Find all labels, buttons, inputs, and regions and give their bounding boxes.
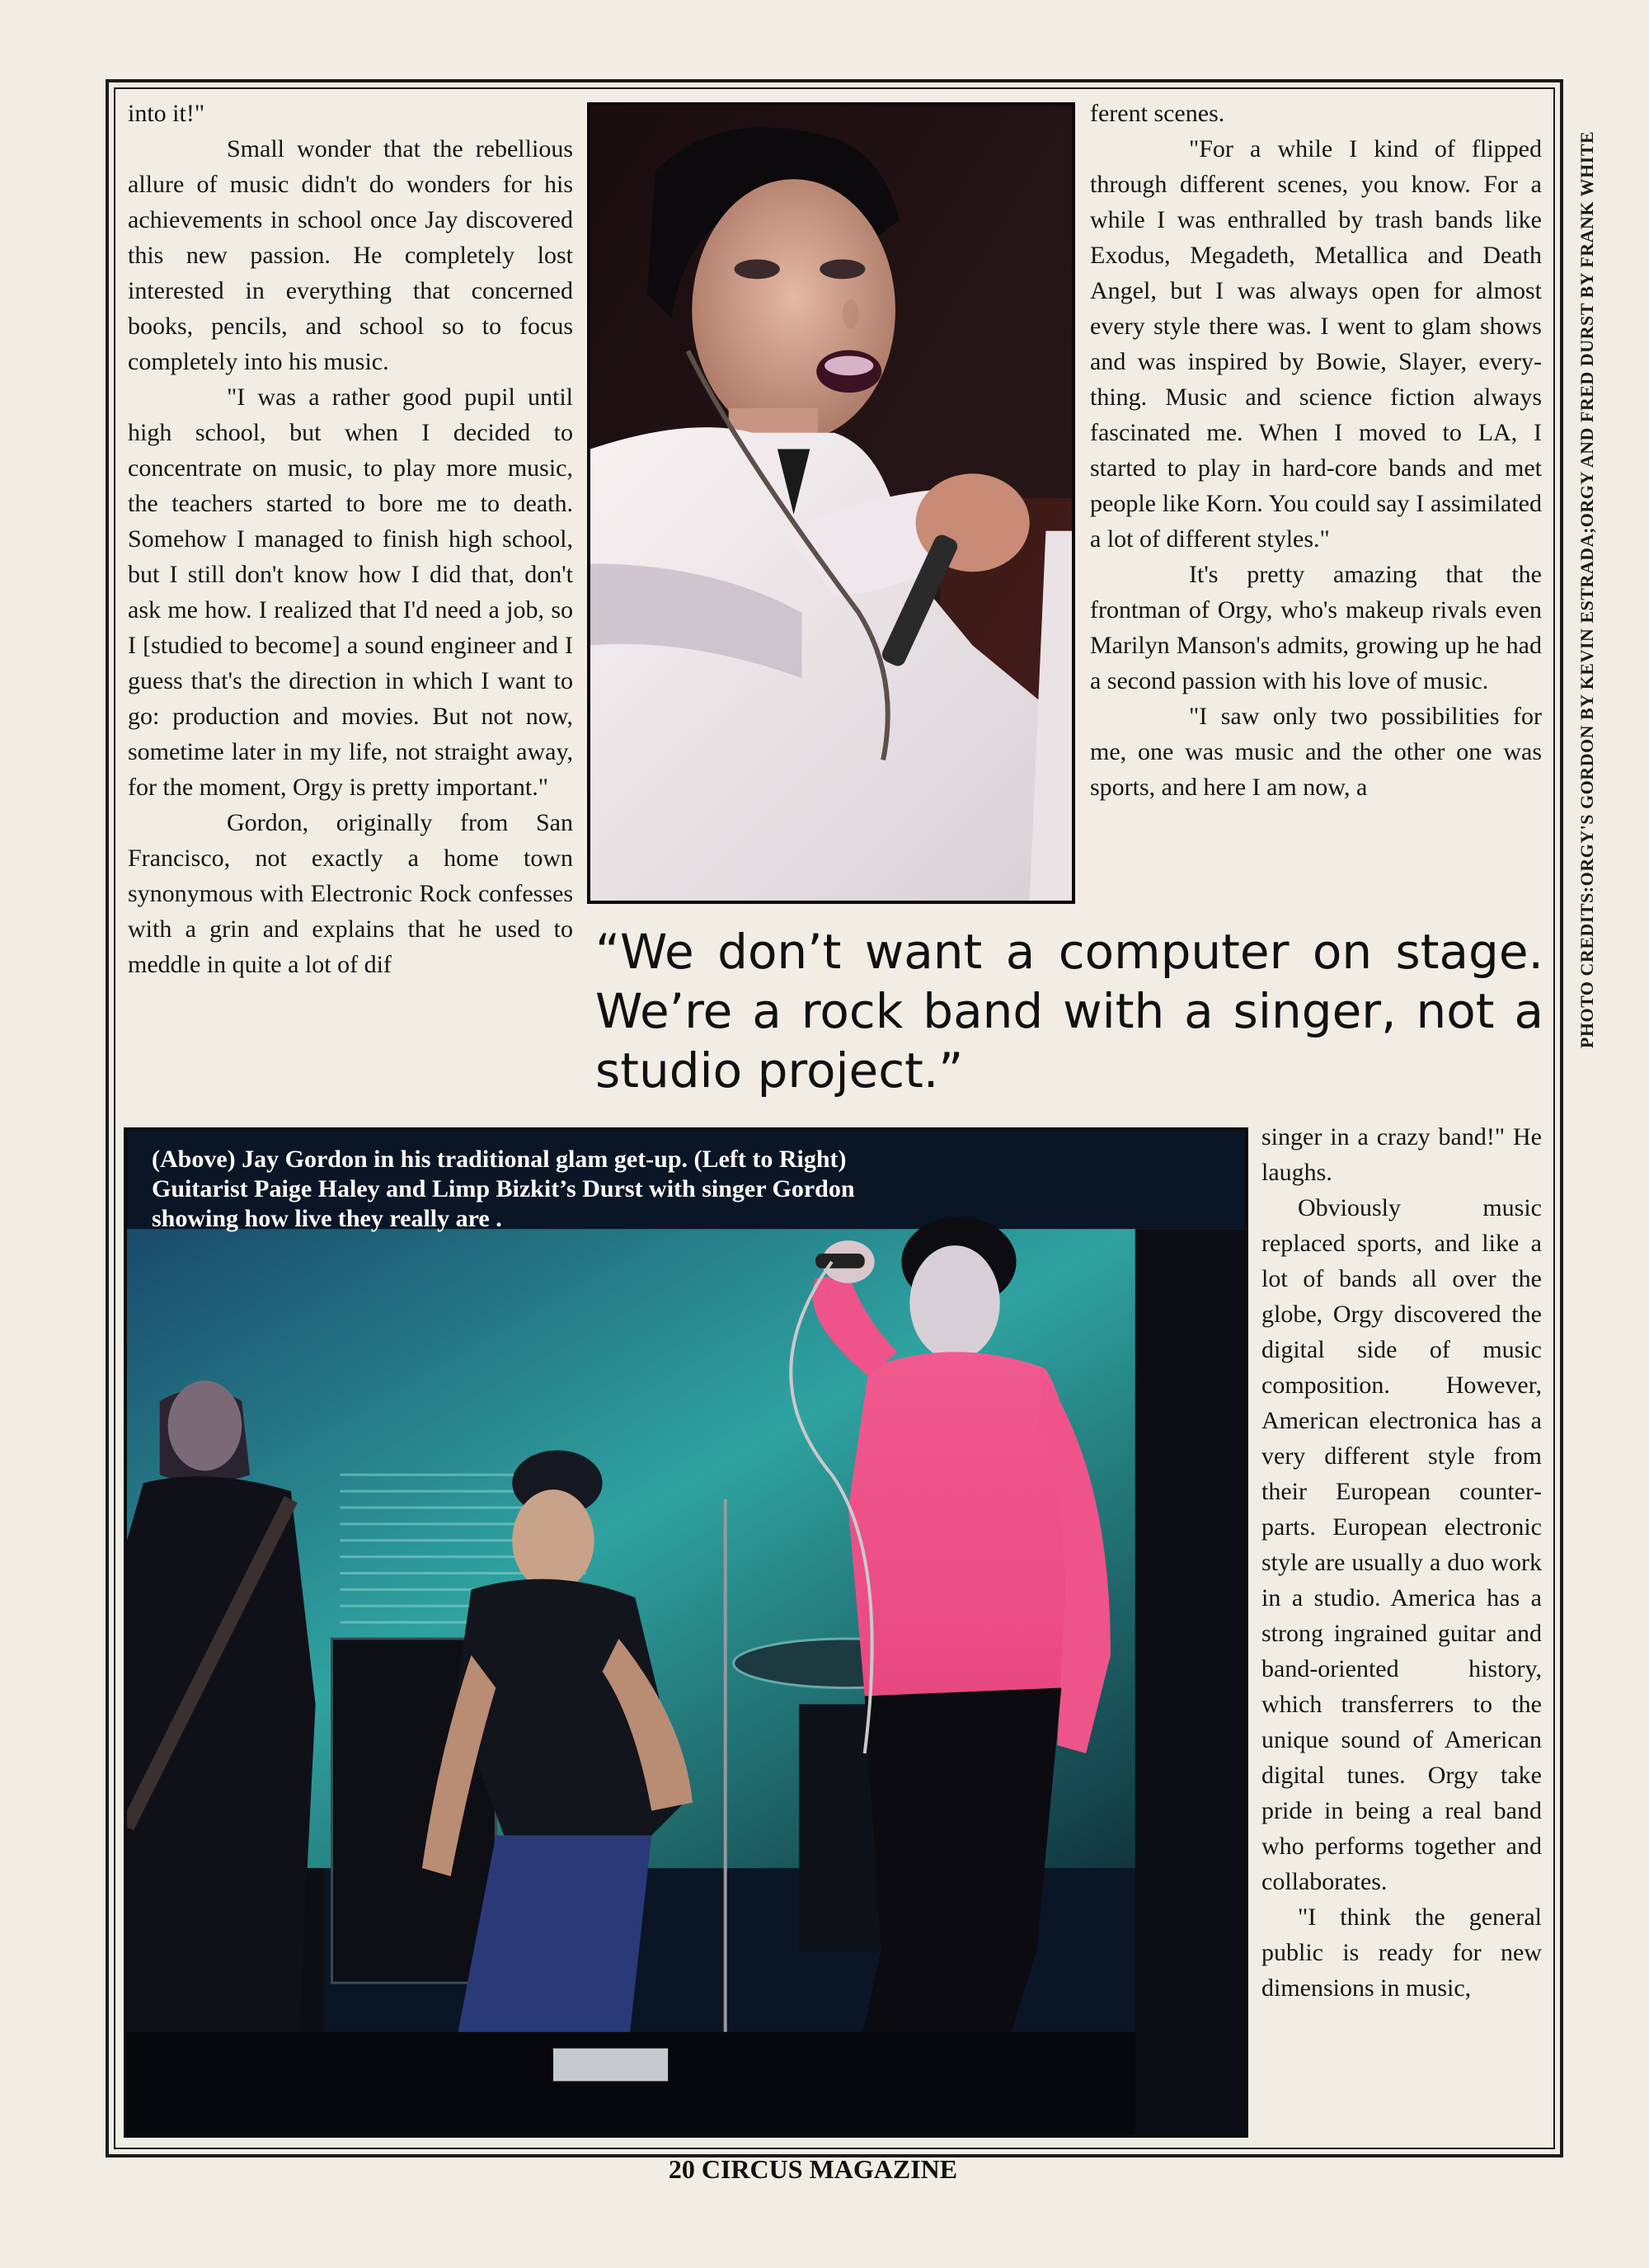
paragraph: Gordon, originally from San Francisco, not exactly a home town synonymous with Electronic Rock confesses with a grin and explains that he used to meddle in quite a lot of dif: [128, 809, 573, 978]
photo-jay-gordon-portrait: [587, 102, 1075, 904]
concert-illustration: [127, 1131, 1245, 2134]
folio-text: 20 CIRCUS MAGAZINE: [668, 2154, 958, 2184]
paragraph: It's pretty amazing that the frontman of Orgy, who's makeup rivals even Marilyn Manson's admits, growing up he had a second passion with his love of music.: [1090, 561, 1542, 694]
paragraph: ferent scenes.: [1090, 100, 1225, 127]
photo-caption: (Above) Jay Gordon in his traditional glam get-up. (Left to Right) Guitarist Paige Haley and Limp Bizkit’s Durst with singer Gordon showing how live they really are .: [152, 1146, 855, 1232]
article-column-right-top: [1090, 96, 1542, 805]
photo-credit: PHOTO CREDITS:ORGY'S GORDON BY KEVIN ESTRADA;ORGY AND FRED DURST BY FRANK WHITE: [1576, 130, 1597, 1049]
portrait-illustration: [590, 106, 1072, 901]
paragraph: "I think the general public is ready for new dimensions in music,: [1261, 1903, 1542, 2002]
paragraph: Obviously music replaced sports, and like a lot of bands all over the globe, Orgy discovered the digital side of music composition. However, American electronica has a very different style from their European counterparts. European electronic style are usually a duo work in a studio. America has a strong ingrained guitar and band-oriented history, which transferrers to the unique sound of American digital tunes. Orgy take pride in being a real band who performs together and collaborates.: [1261, 1194, 1542, 1895]
article-column-right-bottom: [1261, 1119, 1542, 2006]
paragraph: Small wonder that the rebellious allure of music didn't do wonders for his achievements in school once Jay discovered this new passion. He completely lost interested in everything that concerned books, pencils, and school so to focus completely into his music.: [128, 135, 573, 375]
pull-quote: “We don’t want a computer on stage. We’re a rock band with a singer, not a studio project.”: [595, 924, 1543, 1099]
article-column-left: [128, 96, 573, 982]
paragraph: "For a while I kind of flipped through different scenes, you know. For a while I was enthralled by trash bands like Exodus, Megadeth, Metallica and Death Angel, but I was always open for almost every style there was. I went to glam shows and was inspired by Bowie, Slayer, everything. Music and science fiction always fascinated me. When I moved to LA, I started to play in hard-core bands and met people like Korn. You could say I assimilated a lot of different styles.": [1090, 135, 1542, 553]
page-folio: [0, 2154, 1649, 2185]
paragraph: singer in a crazy band!" He laughs.: [1261, 1123, 1542, 1186]
paragraph: "I was a rather good pupil until high school, but when I decided to concentrate on music, to play more music, the teachers started to bore me to death. Somehow I managed to finish high school, but I still don't know how I did that, don't ask me how. I realized that I'd need a job, so I [studied to become] a sound engineer and I guess that's the direction in which I want to go: production and movies. But not now, sometime later in my life, not straight away, for the moment, Orgy is pretty important.": [128, 383, 573, 801]
paragraph: "I saw only two possibilities for me, one was music and the other one was sports, and here I am now, a: [1090, 703, 1542, 801]
paragraph: into it!": [128, 100, 205, 127]
photo-live-performance: [124, 1127, 1248, 2138]
